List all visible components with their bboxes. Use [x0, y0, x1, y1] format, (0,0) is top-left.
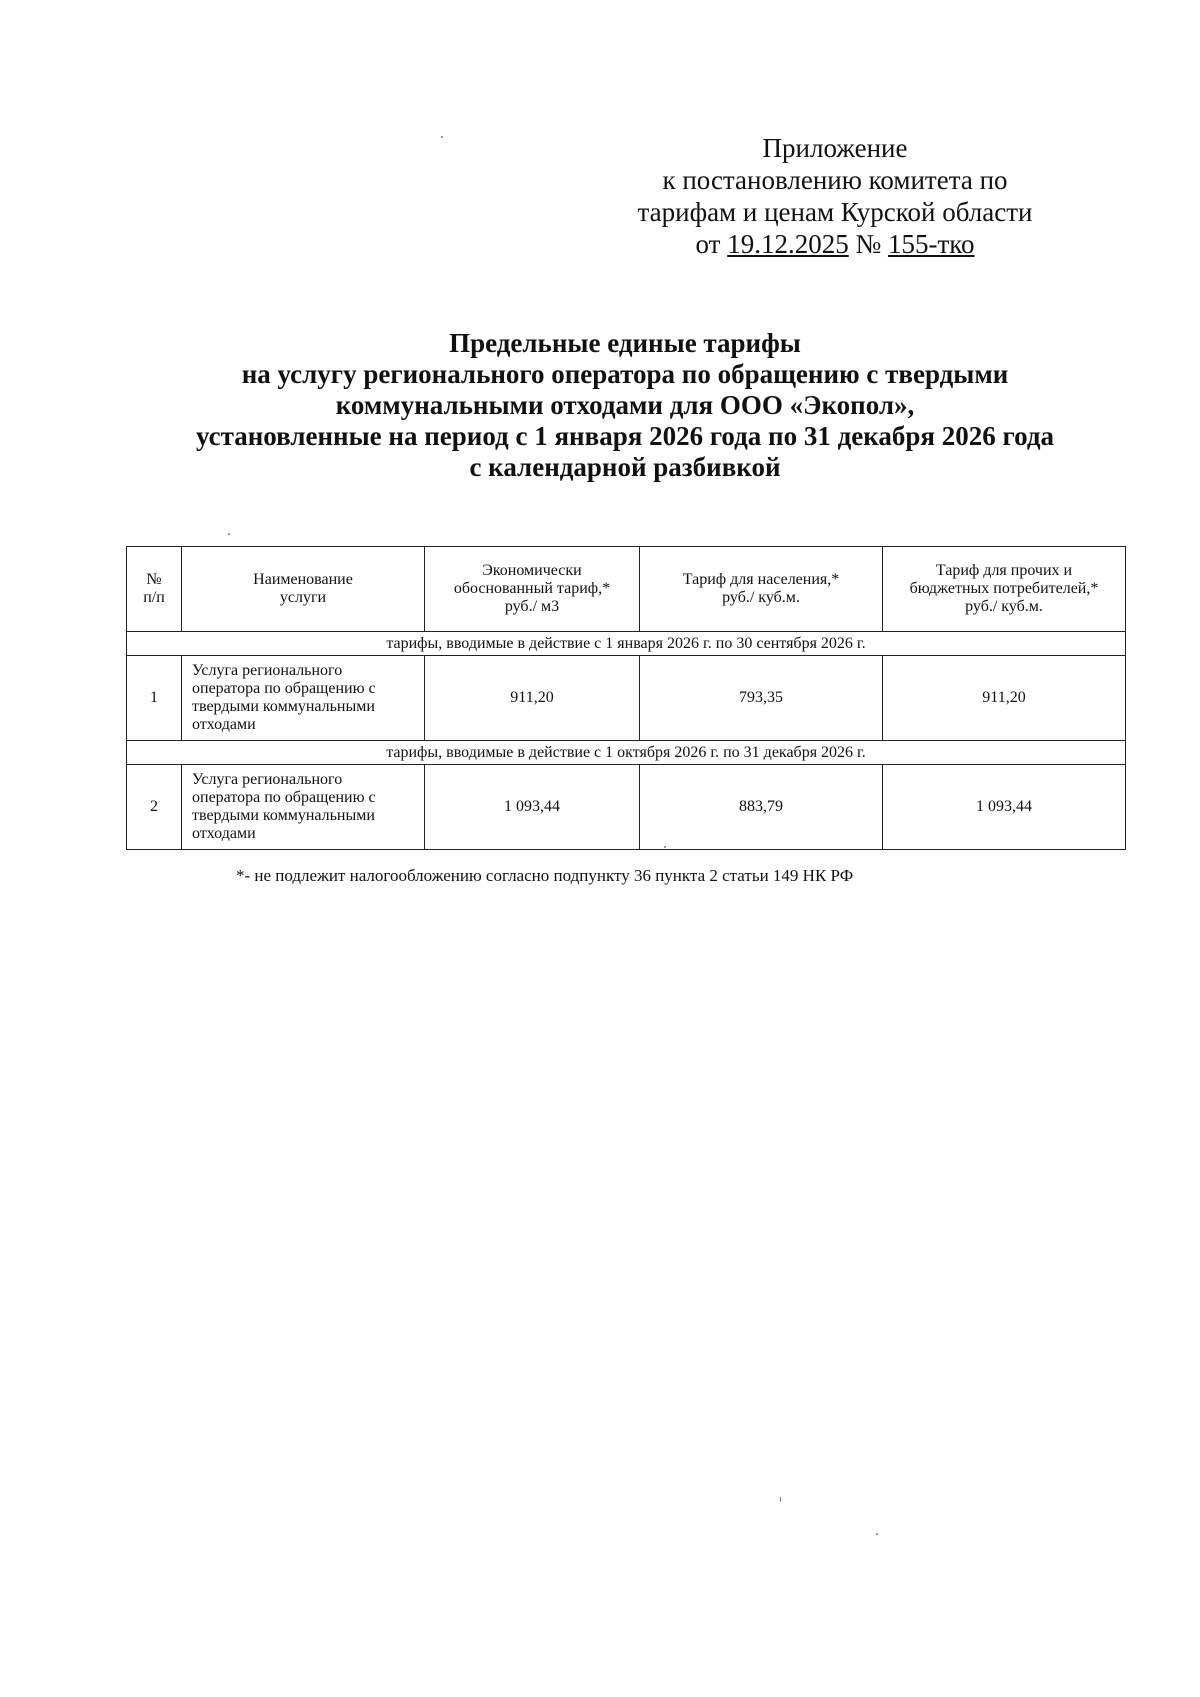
tariff-table	[126, 546, 1126, 850]
table-row	[127, 656, 1126, 741]
service-line-4: отходами	[192, 825, 256, 842]
period-label-2: тарифы, вводимые в действие с 1 октября 2026 г. по 31 декабря 2026 г.	[127, 741, 1126, 765]
service-line-1: Услуга регионального	[192, 662, 343, 679]
service-line-2: оператора по обращению с	[192, 789, 376, 806]
header-econ-line-3: руб./ м3	[504, 598, 560, 615]
tariff-table-wrapper	[126, 546, 1126, 850]
period-label-1: тарифы, вводимые в действие с 1 января 2026 г. по 30 сентября 2026 г.	[127, 632, 1126, 656]
row-number: 2	[127, 765, 182, 850]
header-other-tariff	[883, 547, 1126, 632]
header-econ-line-1: Экономически	[482, 562, 582, 579]
table-row	[127, 765, 1126, 850]
appendix-block	[600, 132, 1070, 260]
row-economic-tariff: 911,20	[425, 656, 640, 741]
service-line-4: отходами	[192, 716, 256, 733]
row-population-tariff: 883,79	[640, 765, 883, 850]
row-number: 1	[127, 656, 182, 741]
row-other-tariff: 911,20	[883, 656, 1126, 741]
scan-speck	[441, 136, 443, 138]
header-econ-line-2: обоснованный тариф,*	[453, 580, 611, 597]
appendix-prefix: от	[695, 229, 728, 259]
header-pop-line-2: руб./ куб.м.	[722, 589, 800, 606]
header-service-name	[182, 547, 425, 632]
footnote: *- не подлежит налогообложению согласно подпункту 36 пункта 2 статьи 149 НК РФ	[236, 866, 854, 885]
header-number-line-1: №	[146, 571, 162, 588]
header-pop-line-1: Тариф для населения,*	[682, 571, 840, 588]
title-line-3: коммунальными отходами для ООО «Экопол»,	[335, 390, 915, 420]
period-row-1	[127, 632, 1126, 656]
header-other-line-3: руб./ куб.м.	[965, 598, 1043, 615]
appendix-line-3: тарифам и ценам Курской области	[637, 197, 1033, 227]
appendix-number-sign: №	[848, 229, 888, 259]
scan-speck	[876, 1533, 878, 1535]
scan-speck	[780, 1497, 781, 1502]
title-line-1: Предельные единые тарифы	[449, 328, 801, 358]
header-economic-tariff	[425, 547, 640, 632]
scan-speck	[664, 846, 666, 848]
service-line-3: твердыми коммунальными	[192, 807, 375, 824]
appendix-line-2: к постановлению комитета по	[662, 165, 1008, 195]
service-line-1: Услуга регионального	[192, 771, 343, 788]
title-line-5: с календарной разбивкой	[469, 452, 781, 482]
row-other-tariff: 1 093,44	[883, 765, 1126, 850]
appendix-date: 19.12.2025	[727, 229, 849, 259]
appendix-number: 155-тко	[887, 229, 975, 259]
appendix-line-4	[600, 228, 1070, 260]
header-other-line-1: Тариф для прочих и	[935, 562, 1073, 579]
header-number	[127, 547, 182, 632]
header-service-line-2: услуги	[279, 589, 327, 606]
title-line-2: на услугу регионального оператора по обращению с твердыми	[241, 359, 1009, 389]
row-population-tariff: 793,35	[640, 656, 883, 741]
service-line-2: оператора по обращению с	[192, 680, 376, 697]
service-line-3: твердыми коммунальными	[192, 698, 375, 715]
document-title	[60, 328, 1190, 483]
header-other-line-2: бюджетных потребителей,*	[909, 580, 1099, 597]
header-population-tariff	[640, 547, 883, 632]
header-service-line-1: Наименование	[253, 571, 353, 588]
period-row-2	[127, 741, 1126, 765]
row-service	[182, 656, 425, 741]
row-service	[182, 765, 425, 850]
row-economic-tariff: 1 093,44	[425, 765, 640, 850]
header-number-line-2: п/п	[143, 589, 165, 606]
title-line-4: установленные на период с 1 января 2026 года по 31 декабря 2026 года	[196, 421, 1054, 451]
scan-speck	[228, 533, 230, 535]
table-header-row	[127, 547, 1126, 632]
appendix-line-1: Приложение	[762, 133, 908, 163]
